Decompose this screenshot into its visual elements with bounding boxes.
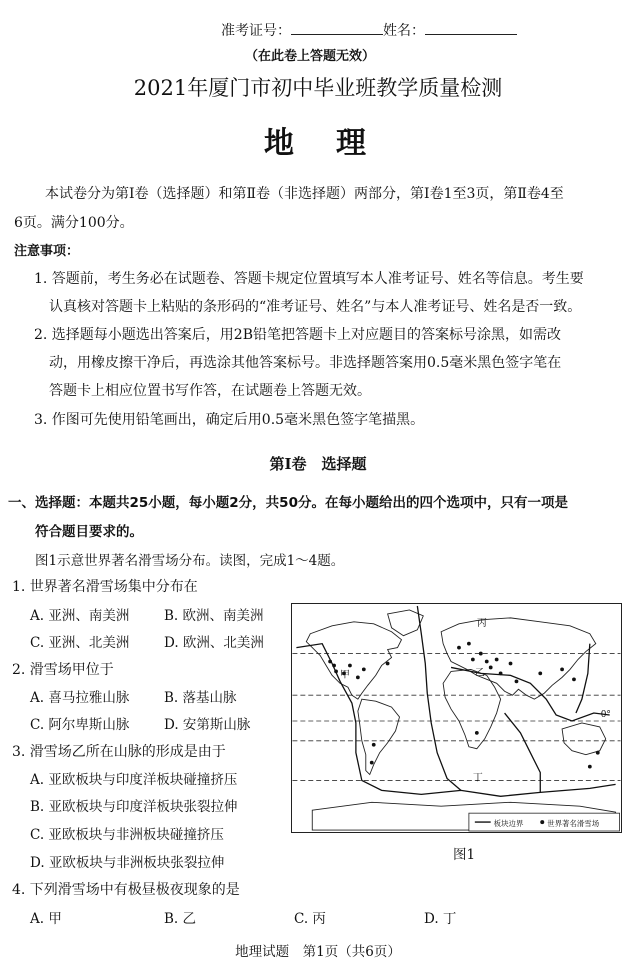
map-legend xyxy=(469,813,620,831)
intro-line-2: 6页。满分100分。 xyxy=(14,215,134,231)
question-2-stem: 2. 滑雪场甲位于 xyxy=(12,662,114,678)
name-label: 姓名： xyxy=(383,23,425,39)
label-yi: 乙 xyxy=(474,667,485,679)
question-1-option-c[interactable]: C. 亚洲、北美洲 xyxy=(30,635,130,651)
question-4-stem: 4. 下列滑雪场中有极昼极夜现象的是 xyxy=(12,882,240,898)
note-1-line-1: 1. 答题前，考生务必在试题卷、答题卡规定位置填写本人准考证号、姓名等信息。考生要 xyxy=(34,271,584,287)
legend-resort-label: 世界著名滑雪场 xyxy=(547,819,600,829)
intro-line-1: 本试卷分为第Ⅰ卷（选择题）和第Ⅱ卷（非选择题）两部分，第Ⅰ卷1至3页，第Ⅱ卷4至 xyxy=(45,186,564,202)
section-1-title: 第Ⅰ卷 选择题 xyxy=(269,455,367,473)
question-4-option-a[interactable]: A. 甲 xyxy=(30,911,62,927)
question-3-option-b[interactable]: B. 亚欧板块与印度洋板块张裂拉伸 xyxy=(30,799,238,815)
exam-id-label: 准考证号： xyxy=(221,23,291,39)
note-2-line-2: 动，用橡皮擦干净后，再选涂其他答案标号。非选择题答案用0.5毫米黑色签字笔在 xyxy=(49,355,562,371)
question-2-option-d[interactable]: D. 安第斯山脉 xyxy=(164,717,251,733)
label-jia: 甲 xyxy=(340,669,350,681)
question-3-option-a[interactable]: A. 亚欧板块与印度洋板块碰撞挤压 xyxy=(30,772,238,788)
question-2-option-c[interactable]: C. 阿尔卑斯山脉 xyxy=(30,717,130,733)
legend-boundary-label: 板块边界 xyxy=(493,819,524,829)
label-equator: 0° xyxy=(600,710,611,721)
figure-intro: 图1示意世界著名滑雪场分布。读图，完成1～4题。 xyxy=(35,553,345,569)
question-3-option-d[interactable]: D. 亚欧板块与非洲板块张裂拉伸 xyxy=(30,855,225,871)
plate-boundary-2 xyxy=(417,606,461,790)
exam-id-row xyxy=(221,20,517,40)
ski-resort-dots xyxy=(328,642,599,769)
note-2-line-1: 2. 选择题每小题选出答案后，用2B铅笔把答题卡上对应题目的答案标号涂黑，如需改 xyxy=(34,327,562,343)
question-4-option-c[interactable]: C. 丙 xyxy=(294,911,326,927)
figure-caption: 图1 xyxy=(453,847,476,863)
question-3-option-c[interactable]: C. 亚欧板块与非洲板块碰撞挤压 xyxy=(30,827,224,843)
question-2-option-b[interactable]: B. 落基山脉 xyxy=(164,690,237,706)
note-1-line-2: 认真核对答题卡上粘贴的条形码的“准考证号、姓名”与本人准考证号、姓名是否一致。 xyxy=(49,299,582,315)
south-america-outline xyxy=(358,699,400,774)
section-1-instr-line-2: 符合题目要求的。 xyxy=(35,524,143,540)
question-1-option-a[interactable]: A. 亚洲、南美洲 xyxy=(30,608,130,624)
label-ding: 丁 xyxy=(472,772,483,784)
exam-title: 2021年厦门市初中毕业班教学质量检测 xyxy=(133,76,503,100)
question-4-option-d[interactable]: D. 丁 xyxy=(424,911,457,927)
notes-heading: 注意事项： xyxy=(14,244,80,259)
question-2-option-a[interactable]: A. 喜马拉雅山脉 xyxy=(30,690,130,706)
subject-title: 地 理 xyxy=(264,126,372,161)
page-footer: 地理试题 第1页（共6页） xyxy=(235,944,401,960)
name-blank xyxy=(425,34,517,35)
eurasia-outline xyxy=(441,618,596,699)
invalid-note: （在此卷上答题无效） xyxy=(245,49,376,64)
question-1-option-b[interactable]: B. 欧洲、南美洲 xyxy=(164,608,264,624)
north-america-outline xyxy=(306,622,401,699)
note-2-line-3: 答题卡上相应位置书写作答，在试题卷上答题无效。 xyxy=(49,383,371,399)
label-bing: 丙 xyxy=(476,617,487,629)
question-1-option-d[interactable]: D. 欧洲、北美洲 xyxy=(164,635,264,651)
question-3-stem: 3. 滑雪场乙所在山脉的形成是由于 xyxy=(12,744,226,760)
exam-id-blank xyxy=(291,34,383,35)
question-1-stem: 1. 世界著名滑雪场集中分布在 xyxy=(12,579,198,595)
world-ski-resort-map xyxy=(291,603,622,833)
note-3-line-1: 3. 作图可先使用铅笔画出，确定后用0.5毫米黑色签字笔描黑。 xyxy=(34,412,425,428)
section-1-instr-line-1: 一、选择题：本题共25小题，每小题2分，共50分。在每小题给出的四个选项中，只有一项是 xyxy=(8,495,568,511)
australia-outline xyxy=(562,723,606,755)
question-4-option-b[interactable]: B. 乙 xyxy=(164,911,197,927)
